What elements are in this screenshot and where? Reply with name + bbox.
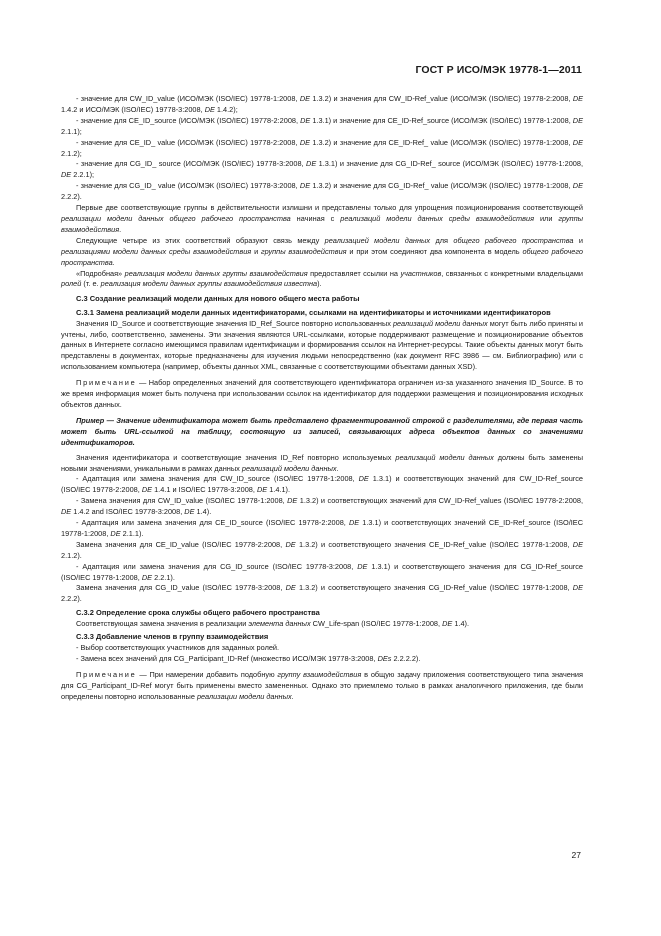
example-paragraph: Пример — Значение идентификатора может быть представлено фрагментированной строкой с разделителями, где первая часть может быть URL-ссылкой на таблицу, состоящую из записей, связывающих адреса объектов данных со значениями идентификаторов. [61,415,583,447]
document-body [61,94,583,703]
paragraph: Замена значения для CE_ID_value (ISO/IEC 19778-2:2008, DE 1.3.2) и соответствующего значения CE_ID-Ref_value (ISO/IEC 19778-1:2008, DE 2.1.2). [61,539,583,560]
paragraph: - Адаптация или замена значения для CE_ID_source (ISO/IEC 19778-2:2008, DE 1.3.1) и соответствующих значений CE_ID-Ref_source (ISO/IEC 19778-1:2008, DE 2.1.1). [61,518,584,538]
paragraph: «Подробная» реализация модели данных группы взаимодействия предоставляет ссылки на участников, связанных с конкретными владельцами ролей (т. е. реализация модели данных группы взаимодействия известна). [61,268,583,289]
paragraph: - значение для CE_ID_ value (ИСО/МЭК (ISO/IEC) 19778-2:2008, DE 1.3.2) и значение для CE_ID-Ref_ value (ИСО/МЭК (ISO/IEC) 19778-1:2008, DE 2.1.2); [61,137,583,158]
section-heading: С.3.1 Замена реализаций модели данных идентификаторами, ссылками на идентификаторы и источниками идентификаторов [76,307,551,317]
page-number: 27 [571,850,581,860]
note-paragraph: Примечание — При намерении добавить подобную группу взаимодействия в общую задачу приложения соответствующего типа значения для CG_Participant_ID-Ref могут быть применены вместо замененных. Однако это приемлемо только в рамках аналогичного приложения, где были определены повторно использованные реализации модели данных. [61,669,583,701]
document-header: ГОСТ Р ИСО/МЭК 19778-1—2011 [415,64,582,76]
paragraph: - значение для CE_ID_source (ИСО/МЭК (ISO/IEC) 19778-2:2008, DE 1.3.1) и значение для CE_ID-Ref_source (ИСО/МЭК (ISO/IEC) 19778-1:2008, DE 2.1.1); [61,115,583,136]
section-heading: С.3 Создание реализаций модели данных для нового общего места работы [76,294,360,304]
paragraph: Значения идентификатора и соответствующие значения ID_Ref повторно используемых реализаций модели данных должны быть заменены новыми значениями, уникальными в рамках данных реализаций модели данных. [61,452,584,473]
paragraph: Следующие четыре из этих соответствий образуют связь между реализацией модели данных для общего рабочего пространства и реализациями модели данных среды взаимодействия и группы взаимодействия и при этом соединяют два компонента в модель общего рабочего пространства. [61,235,584,267]
paragraph: Значения ID_Source и соответствующие значения ID_Ref_Source повторно использованных реализаций модели данных могут быть либо приняты и учтены, либо, соответственно, заменены. Эти значения являются URL-ссылками, которые поддерживают размещение и позиционирование объектов данных в Интернете согласно имеющимся правилам идентификации и формирования ссылок на Интернет-ресурсы. Такие объекты данных могут быть представлены в документах, которые предназначены для изучения людьми непосредственно (как документ RFC 3986 — см. Библиографию) или с использованием компьютера (например, объекты данных XML, связанные с соответствующими объектами данных XSD). [61,318,584,372]
paragraph: - Выбор соответствующих участников для заданных ролей. [76,643,280,652]
paragraph: - Адаптация или замена значения для CG_ID_source (ISO/IEC 19778-3:2008, DE 1.3.1) и соответствующего значения для CG_ID-Ref_source (ISO/IEC 19778-1:2008, DE 2.2.1). [61,561,584,582]
paragraph: - Замена всех значений для CG_Participant_ID-Ref (множество ИСО/МЭК 19778-3:2008, DEs 2.2.2.2). [76,653,421,663]
note-paragraph: Примечание — Набор определенных значений для соответствующего идентификатора ограничен из-за указанного значения ID_Source. В то же время информация может быть получена при использовании ссылок на идентификатор для поддержки размещения и позиционирования исходных объектов данных. [61,378,583,409]
paragraph: Замена значения для CG_ID_value (ISO/IEC 19778-3:2008, DE 1.3.2) и соответствующего значения CG_ID-Ref_value (ISO/IEC 19778-1:2008, DE 2.2.2). [61,583,583,604]
paragraph: - значение для CG_ID_ value (ИСО/МЭК (ISO/IEC) 19778-3:2008, DE 1.3.2) и значение для CG_ID-Ref_ value (ИСО/МЭК (ISO/IEC) 19778-1:2008, DE 2.2.2). [61,181,583,202]
paragraph: - значение для CG_ID_ source (ИСО/МЭК (ISO/IEC) 19778-3:2008, DE 1.3.1) и значение для CG_ID-Ref_ source (ИСО/МЭК (ISO/IEC) 19778-1:2008, DE 2.2.1); [61,159,583,180]
paragraph: - Замена значения для CW_ID_value (ISO/IEC 19778-1:2008, DE 1.3.2) и соответствующих значений для CW_ID-Ref_values (ISO/IEC 19778-2:2008, DE 1.4.2 and ISO/IEC 19778-3:2008, DE 1.4). [61,496,584,517]
section-heading: С.3.3 Добавление членов в группу взаимодействия [76,632,269,642]
section-heading: С.3.2 Определение срока службы общего рабочего пространства [76,607,320,617]
paragraph: Соответствующая замена значения в реализации элемента данных CW_Life-span (ISO/IEC 19778-1:2008, DE 1.4). [76,618,470,628]
paragraph: Первые две соответствующие группы в действительности излишни и представлены только для упрощения позиционирования соответствующей реализации модели данных общего рабочего пространства начиная с реализаций модели данных среды взаимодействия или группы взаимодействия. [61,203,584,234]
paragraph: - Адаптация или замена значения для CW_ID_source (ISO/IEC 19778-1:2008, DE 1.3.1) и соответствующих значений для CW_ID-Ref_source (ISO/IEC 19778-2:2008, DE 1.4.1 и ISO/IEC 19778-3:2008, DE 1.4.1). [61,474,583,495]
paragraph: - значение для CW_ID_value (ИСО/МЭК (ISO/IEC) 19778-1:2008, DE 1.3.2) и значения для CW_ID-Ref_value (ИСО/МЭК (ISO/IEC) 19778-2:2008, DE 1.4.2 и ИСО/МЭК (ISO/IEC) 19778-3:2008, DE 1.4.2); [61,94,584,114]
